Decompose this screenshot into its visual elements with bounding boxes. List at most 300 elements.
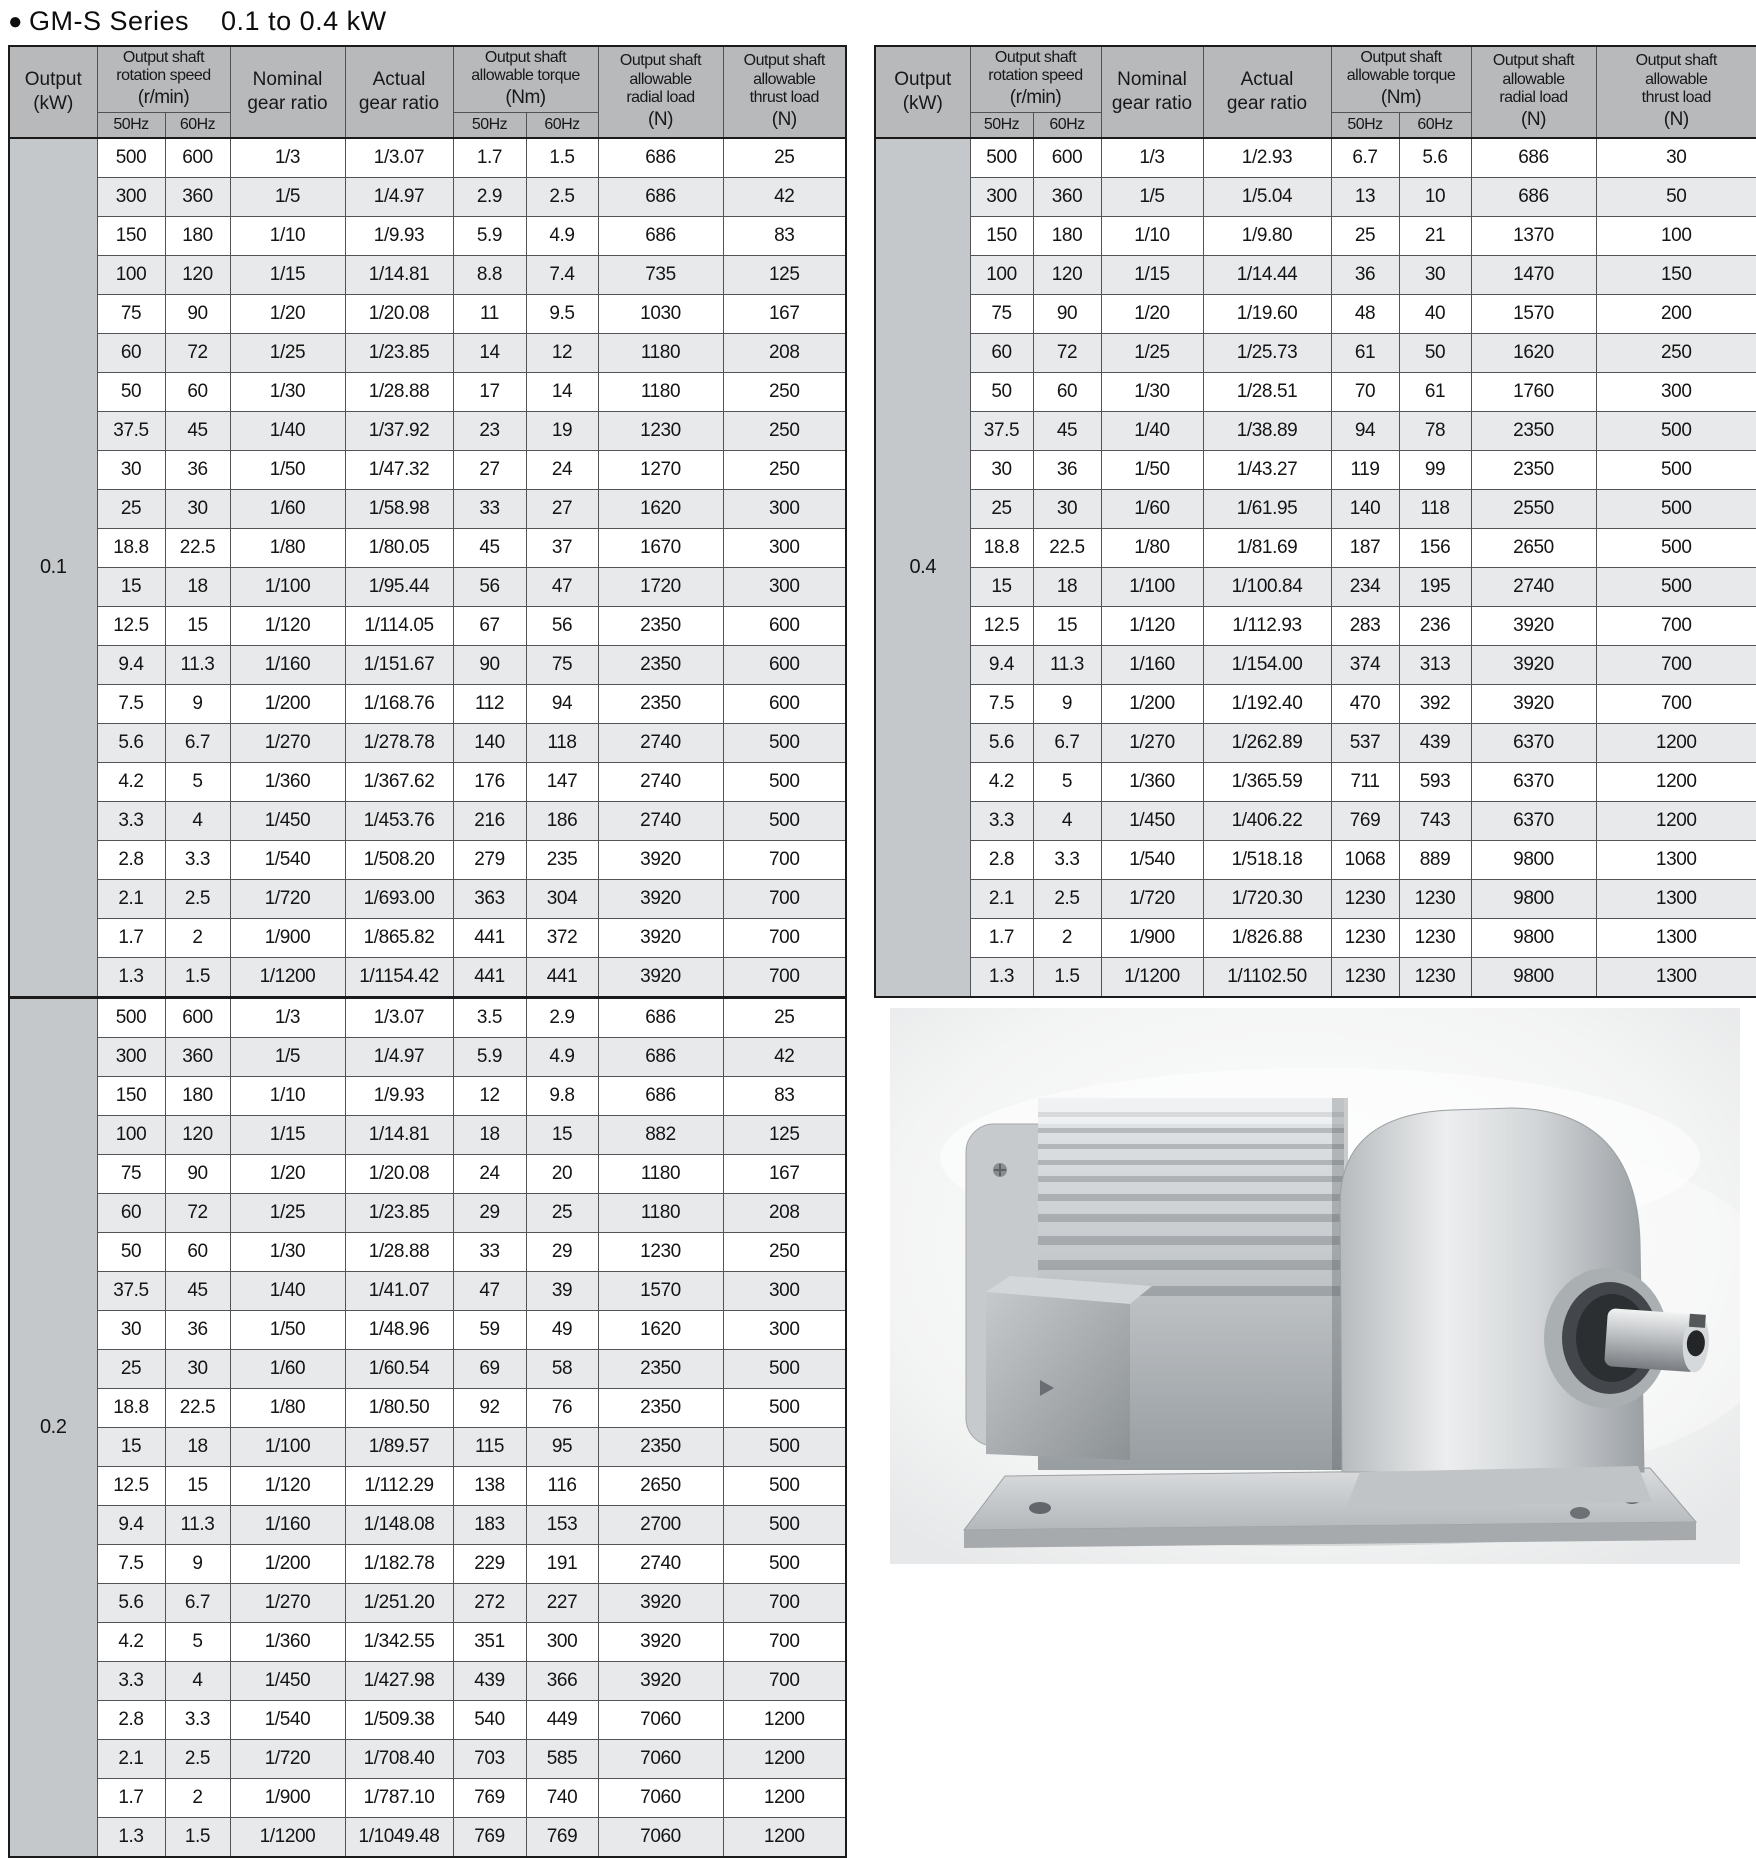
table-cell: 1/3 bbox=[1101, 138, 1203, 178]
table-cell: 392 bbox=[1399, 684, 1471, 723]
table-cell: 1/900 bbox=[230, 918, 345, 957]
table-cell: 7060 bbox=[598, 1739, 723, 1778]
table-cell: 18.8 bbox=[970, 528, 1033, 567]
table-cell: 1200 bbox=[1596, 801, 1756, 840]
spec-table-right bbox=[874, 45, 1756, 998]
table-cell: 27 bbox=[453, 450, 526, 489]
table-cell: 140 bbox=[453, 723, 526, 762]
table-cell: 1620 bbox=[598, 1310, 723, 1349]
table-cell: 1/192.40 bbox=[1203, 684, 1331, 723]
table-cell: 2650 bbox=[1471, 528, 1596, 567]
output-kw-cell: 0.1 bbox=[9, 138, 97, 998]
table-cell: 1/80.05 bbox=[345, 528, 453, 567]
table-cell: 60 bbox=[97, 333, 165, 372]
table-cell: 1/720 bbox=[1101, 879, 1203, 918]
table-cell: 600 bbox=[723, 645, 846, 684]
table-cell: 1.3 bbox=[97, 957, 165, 997]
table-cell: 1300 bbox=[1596, 918, 1756, 957]
table-cell: 156 bbox=[1399, 528, 1471, 567]
table-cell: 441 bbox=[453, 918, 526, 957]
table-cell: 500 bbox=[723, 1505, 846, 1544]
table-cell: 1/28.88 bbox=[345, 372, 453, 411]
table-cell: 1/28.88 bbox=[345, 1232, 453, 1271]
table-cell: 1/58.98 bbox=[345, 489, 453, 528]
table-row bbox=[875, 723, 1756, 762]
table-cell: 90 bbox=[165, 294, 230, 333]
table-cell: 2350 bbox=[1471, 450, 1596, 489]
table-cell: 700 bbox=[723, 918, 846, 957]
table-cell: 116 bbox=[526, 1466, 598, 1505]
table-cell: 1/1200 bbox=[230, 1817, 345, 1857]
table-cell: 11.3 bbox=[165, 1505, 230, 1544]
table-cell: 25 bbox=[97, 1349, 165, 1388]
table-cell: 313 bbox=[1399, 645, 1471, 684]
table-cell: 2.5 bbox=[165, 879, 230, 918]
table-cell: 540 bbox=[453, 1700, 526, 1739]
table-cell: 5 bbox=[165, 762, 230, 801]
table-cell: 1/19.60 bbox=[1203, 294, 1331, 333]
table-cell: 120 bbox=[165, 1115, 230, 1154]
table-cell: 1/865.82 bbox=[345, 918, 453, 957]
table-cell: 1/367.62 bbox=[345, 762, 453, 801]
table-cell: 47 bbox=[526, 567, 598, 606]
table-cell: 372 bbox=[526, 918, 598, 957]
table-cell: 36 bbox=[1331, 255, 1399, 294]
table-cell: 1/15 bbox=[230, 1115, 345, 1154]
table-cell: 1.7 bbox=[97, 1778, 165, 1817]
table-cell: 1/160 bbox=[230, 1505, 345, 1544]
table-cell: 6.7 bbox=[165, 723, 230, 762]
table-cell: 300 bbox=[723, 489, 846, 528]
table-cell: 183 bbox=[453, 1505, 526, 1544]
table-cell: 1/30 bbox=[1101, 372, 1203, 411]
table-cell: 1/450 bbox=[230, 1661, 345, 1700]
table-cell: 2550 bbox=[1471, 489, 1596, 528]
table-cell: 36 bbox=[165, 450, 230, 489]
table-row bbox=[9, 489, 846, 528]
table-cell: 2.8 bbox=[97, 840, 165, 879]
table-row bbox=[9, 411, 846, 450]
table-cell: 600 bbox=[723, 606, 846, 645]
table-row bbox=[9, 1427, 846, 1466]
table-row bbox=[9, 1388, 846, 1427]
table-cell: 1720 bbox=[598, 567, 723, 606]
table-cell: 75 bbox=[97, 294, 165, 333]
table-cell: 9.4 bbox=[97, 1505, 165, 1544]
table-cell: 4 bbox=[1033, 801, 1101, 840]
table-cell: 1068 bbox=[1331, 840, 1399, 879]
table-cell: 7060 bbox=[598, 1778, 723, 1817]
col-header-thrust-load: Output shaft allowable thrust load (N) bbox=[723, 46, 846, 138]
table-cell: 1/9.80 bbox=[1203, 216, 1331, 255]
table-cell: 272 bbox=[453, 1583, 526, 1622]
table-cell: 700 bbox=[723, 1583, 846, 1622]
table-cell: 500 bbox=[723, 723, 846, 762]
table-cell: 61 bbox=[1399, 372, 1471, 411]
table-cell: 25 bbox=[723, 997, 846, 1037]
table-cell: 1620 bbox=[598, 489, 723, 528]
section-0-4kw bbox=[875, 138, 1756, 997]
table-cell: 441 bbox=[526, 957, 598, 997]
subheader-60hz: 60Hz bbox=[1399, 112, 1471, 138]
table-cell: 2.1 bbox=[97, 879, 165, 918]
table-cell: 33 bbox=[453, 489, 526, 528]
table-cell: 1/450 bbox=[1101, 801, 1203, 840]
table-cell: 3920 bbox=[598, 879, 723, 918]
table-row bbox=[9, 1076, 846, 1115]
table-cell: 1/720 bbox=[230, 1739, 345, 1778]
table-cell: 208 bbox=[723, 1193, 846, 1232]
table-cell: 14 bbox=[526, 372, 598, 411]
table-cell: 1/120 bbox=[1101, 606, 1203, 645]
table-cell: 1/708.40 bbox=[345, 1739, 453, 1778]
table-cell: 1/900 bbox=[1101, 918, 1203, 957]
table-cell: 3920 bbox=[598, 1622, 723, 1661]
table-cell: 1/1200 bbox=[230, 957, 345, 997]
table-cell: 27 bbox=[526, 489, 598, 528]
table-cell: 686 bbox=[598, 216, 723, 255]
table-cell: 1/23.85 bbox=[345, 1193, 453, 1232]
table-cell: 1230 bbox=[1331, 918, 1399, 957]
table-cell: 439 bbox=[1399, 723, 1471, 762]
table-cell: 7.5 bbox=[97, 684, 165, 723]
table-row bbox=[875, 450, 1756, 489]
table-cell: 304 bbox=[526, 879, 598, 918]
table-cell: 1/160 bbox=[230, 645, 345, 684]
table-cell: 1/1102.50 bbox=[1203, 957, 1331, 997]
table-cell: 2.8 bbox=[970, 840, 1033, 879]
table-cell: 1.3 bbox=[970, 957, 1033, 997]
table-row bbox=[875, 567, 1756, 606]
table-cell: 2740 bbox=[598, 762, 723, 801]
table-cell: 1/9.93 bbox=[345, 216, 453, 255]
table-cell: 700 bbox=[1596, 645, 1756, 684]
table-cell: 300 bbox=[97, 1037, 165, 1076]
table-cell: 4.9 bbox=[526, 1037, 598, 1076]
table-row bbox=[9, 1037, 846, 1076]
table-cell: 1/3.07 bbox=[345, 997, 453, 1037]
table-cell: 1/80 bbox=[230, 528, 345, 567]
table-row bbox=[875, 879, 1756, 918]
table-cell: 300 bbox=[97, 177, 165, 216]
table-cell: 1.5 bbox=[165, 1817, 230, 1857]
table-cell: 439 bbox=[453, 1661, 526, 1700]
table-cell: 1/15 bbox=[230, 255, 345, 294]
table-cell: 1620 bbox=[1471, 333, 1596, 372]
table-cell: 1/50 bbox=[230, 450, 345, 489]
table-cell: 125 bbox=[723, 255, 846, 294]
table-cell: 1230 bbox=[1399, 957, 1471, 997]
table-cell: 72 bbox=[165, 1193, 230, 1232]
table-cell: 500 bbox=[723, 762, 846, 801]
table-cell: 1/10 bbox=[1101, 216, 1203, 255]
table-cell: 1/151.67 bbox=[345, 645, 453, 684]
table-cell: 500 bbox=[1596, 450, 1756, 489]
table-cell: 75 bbox=[970, 294, 1033, 333]
table-cell: 1/100.84 bbox=[1203, 567, 1331, 606]
table-row bbox=[9, 957, 846, 997]
table-cell: 3920 bbox=[598, 1583, 723, 1622]
table-cell: 740 bbox=[526, 1778, 598, 1817]
table-cell: 1/360 bbox=[230, 762, 345, 801]
table-cell: 6370 bbox=[1471, 801, 1596, 840]
table-cell: 69 bbox=[453, 1349, 526, 1388]
col-header-radial-load: Output shaft allowable radial load (N) bbox=[1471, 46, 1596, 138]
table-cell: 25 bbox=[970, 489, 1033, 528]
table-cell: 1/38.89 bbox=[1203, 411, 1331, 450]
table-cell: 150 bbox=[97, 1076, 165, 1115]
table-cell: 227 bbox=[526, 1583, 598, 1622]
table-row bbox=[9, 801, 846, 840]
table-row bbox=[9, 1583, 846, 1622]
table-row bbox=[9, 1349, 846, 1388]
table-cell: 300 bbox=[526, 1622, 598, 1661]
table-cell: 1/23.85 bbox=[345, 333, 453, 372]
table-cell: 7.5 bbox=[97, 1544, 165, 1583]
table-cell: 2 bbox=[1033, 918, 1101, 957]
table-row bbox=[9, 645, 846, 684]
table-cell: 5.6 bbox=[1399, 138, 1471, 178]
table-cell: 4 bbox=[165, 1661, 230, 1700]
table-cell: 686 bbox=[1471, 138, 1596, 178]
table-cell: 1/270 bbox=[230, 1583, 345, 1622]
table-cell: 1470 bbox=[1471, 255, 1596, 294]
table-cell: 1.7 bbox=[97, 918, 165, 957]
col-header-rotation-speed: Output shaft rotation speed (r/min) bbox=[970, 46, 1101, 112]
table-row bbox=[875, 762, 1756, 801]
table-cell: 1/518.18 bbox=[1203, 840, 1331, 879]
table-cell: 1/251.20 bbox=[345, 1583, 453, 1622]
table-cell: 3.3 bbox=[165, 1700, 230, 1739]
table-cell: 95 bbox=[526, 1427, 598, 1466]
table-row bbox=[9, 1700, 846, 1739]
table-cell: 15 bbox=[97, 1427, 165, 1466]
table-cell: 1180 bbox=[598, 333, 723, 372]
table-cell: 1/160 bbox=[1101, 645, 1203, 684]
table-cell: 30 bbox=[1399, 255, 1471, 294]
table-cell: 1/154.00 bbox=[1203, 645, 1331, 684]
table-cell: 21 bbox=[1399, 216, 1471, 255]
table-cell: 1/14.81 bbox=[345, 255, 453, 294]
table-cell: 37 bbox=[526, 528, 598, 567]
table-cell: 360 bbox=[165, 1037, 230, 1076]
table-cell: 1/20.08 bbox=[345, 1154, 453, 1193]
table-cell: 1/406.22 bbox=[1203, 801, 1331, 840]
subheader-50hz: 50Hz bbox=[97, 112, 165, 138]
table-cell: 1/80 bbox=[1101, 528, 1203, 567]
table-cell: 1760 bbox=[1471, 372, 1596, 411]
table-cell: 229 bbox=[453, 1544, 526, 1583]
table-cell: 15 bbox=[97, 567, 165, 606]
table-cell: 49 bbox=[526, 1310, 598, 1349]
table-cell: 1.5 bbox=[165, 957, 230, 997]
table-row bbox=[9, 879, 846, 918]
table-cell: 1200 bbox=[723, 1700, 846, 1739]
table-cell: 120 bbox=[165, 255, 230, 294]
table-cell: 500 bbox=[723, 1544, 846, 1583]
table-cell: 1270 bbox=[598, 450, 723, 489]
table-cell: 112 bbox=[453, 684, 526, 723]
table-cell: 15 bbox=[165, 606, 230, 645]
table-row bbox=[9, 1310, 846, 1349]
table-cell: 2740 bbox=[598, 801, 723, 840]
table-cell: 1370 bbox=[1471, 216, 1596, 255]
table-cell: 12 bbox=[453, 1076, 526, 1115]
table-cell: 2.5 bbox=[526, 177, 598, 216]
table-cell: 200 bbox=[1596, 294, 1756, 333]
table-cell: 7.4 bbox=[526, 255, 598, 294]
table-row bbox=[875, 645, 1756, 684]
table-cell: 374 bbox=[1331, 645, 1399, 684]
table-cell: 37.5 bbox=[97, 1271, 165, 1310]
table-cell: 138 bbox=[453, 1466, 526, 1505]
table-header bbox=[9, 46, 846, 138]
table-cell: 187 bbox=[1331, 528, 1399, 567]
table-cell: 61 bbox=[1331, 333, 1399, 372]
table-cell: 735 bbox=[598, 255, 723, 294]
table-row bbox=[9, 138, 846, 178]
table-cell: 70 bbox=[1331, 372, 1399, 411]
table-cell: 22.5 bbox=[1033, 528, 1101, 567]
table-cell: 1/900 bbox=[230, 1778, 345, 1817]
table-cell: 50 bbox=[97, 372, 165, 411]
table-cell: 1/1154.42 bbox=[345, 957, 453, 997]
table-cell: 33 bbox=[453, 1232, 526, 1271]
table-cell: 37.5 bbox=[97, 411, 165, 450]
table-cell: 1/20 bbox=[230, 1154, 345, 1193]
table-cell: 1230 bbox=[1331, 957, 1399, 997]
table-cell: 363 bbox=[453, 879, 526, 918]
table-row bbox=[875, 801, 1756, 840]
table-row bbox=[875, 489, 1756, 528]
table-cell: 60 bbox=[970, 333, 1033, 372]
table-cell: 700 bbox=[723, 1622, 846, 1661]
table-row bbox=[9, 216, 846, 255]
table-cell: 9 bbox=[1033, 684, 1101, 723]
table-cell: 1/25.73 bbox=[1203, 333, 1331, 372]
table-cell: 1/60.54 bbox=[345, 1349, 453, 1388]
table-cell: 1/47.32 bbox=[345, 450, 453, 489]
table-cell: 167 bbox=[723, 294, 846, 333]
table-cell: 72 bbox=[165, 333, 230, 372]
table-cell: 2.1 bbox=[97, 1739, 165, 1778]
table-cell: 1230 bbox=[1331, 879, 1399, 918]
table-cell: 3920 bbox=[598, 840, 723, 879]
table-cell: 2700 bbox=[598, 1505, 723, 1544]
table-cell: 42 bbox=[723, 1037, 846, 1076]
table-cell: 39 bbox=[526, 1271, 598, 1310]
table-cell: 94 bbox=[526, 684, 598, 723]
table-cell: 1230 bbox=[598, 411, 723, 450]
table-row bbox=[9, 723, 846, 762]
table-cell: 1/100 bbox=[230, 567, 345, 606]
table-cell: 147 bbox=[526, 762, 598, 801]
table-cell: 2350 bbox=[598, 645, 723, 684]
col-header-output: Output (kW) bbox=[875, 46, 970, 138]
table-cell: 1/693.00 bbox=[345, 879, 453, 918]
col-header-nominal-ratio: Nominal gear ratio bbox=[230, 46, 345, 138]
table-cell: 25 bbox=[723, 138, 846, 178]
table-cell: 1/28.51 bbox=[1203, 372, 1331, 411]
table-cell: 1200 bbox=[1596, 723, 1756, 762]
table-cell: 1/342.55 bbox=[345, 1622, 453, 1661]
table-cell: 18.8 bbox=[97, 1388, 165, 1427]
table-cell: 300 bbox=[723, 567, 846, 606]
table-cell: 60 bbox=[1033, 372, 1101, 411]
table-row bbox=[875, 957, 1756, 997]
table-cell: 12 bbox=[526, 333, 598, 372]
table-cell: 500 bbox=[723, 1349, 846, 1388]
table-cell: 119 bbox=[1331, 450, 1399, 489]
table-cell: 1/80.50 bbox=[345, 1388, 453, 1427]
table-cell: 3920 bbox=[598, 918, 723, 957]
table-cell: 769 bbox=[453, 1817, 526, 1857]
table-cell: 1/826.88 bbox=[1203, 918, 1331, 957]
table-cell: 1200 bbox=[1596, 762, 1756, 801]
table-cell: 60 bbox=[97, 1193, 165, 1232]
spec-table-left bbox=[8, 45, 845, 1858]
table-cell: 1/5 bbox=[230, 1037, 345, 1076]
table-cell: 1/787.10 bbox=[345, 1778, 453, 1817]
table-cell: 1/540 bbox=[230, 840, 345, 879]
table-cell: 30 bbox=[970, 450, 1033, 489]
table-row bbox=[875, 528, 1756, 567]
table-cell: 1/540 bbox=[1101, 840, 1203, 879]
col-header-radial-load: Output shaft allowable radial load (N) bbox=[598, 46, 723, 138]
table-cell: 1/182.78 bbox=[345, 1544, 453, 1583]
table-cell: 1/3 bbox=[230, 138, 345, 178]
col-header-torque: Output shaft allowable torque (Nm) bbox=[1331, 46, 1471, 112]
table-cell: 45 bbox=[1033, 411, 1101, 450]
table-cell: 9800 bbox=[1471, 879, 1596, 918]
table-cell: 180 bbox=[1033, 216, 1101, 255]
table-cell: 94 bbox=[1331, 411, 1399, 450]
table-cell: 2350 bbox=[598, 1427, 723, 1466]
table-cell: 1/200 bbox=[230, 1544, 345, 1583]
table-cell: 15 bbox=[165, 1466, 230, 1505]
table-cell: 1/10 bbox=[230, 216, 345, 255]
table-cell: 769 bbox=[526, 1817, 598, 1857]
table-cell: 15 bbox=[970, 567, 1033, 606]
table-cell: 1.5 bbox=[1033, 957, 1101, 997]
table-row bbox=[9, 1817, 846, 1857]
table-row bbox=[875, 138, 1756, 178]
table-cell: 1/3 bbox=[230, 997, 345, 1037]
table-cell: 235 bbox=[526, 840, 598, 879]
table-cell: 216 bbox=[453, 801, 526, 840]
subheader-50hz: 50Hz bbox=[970, 112, 1033, 138]
table-cell: 90 bbox=[165, 1154, 230, 1193]
table-cell: 45 bbox=[453, 528, 526, 567]
table-cell: 1/41.07 bbox=[345, 1271, 453, 1310]
table-cell: 250 bbox=[723, 411, 846, 450]
table-cell: 2.9 bbox=[526, 997, 598, 1037]
table-row bbox=[875, 606, 1756, 645]
table-cell: 5.9 bbox=[453, 1037, 526, 1076]
table-cell: 1/80 bbox=[230, 1388, 345, 1427]
table-cell: 686 bbox=[598, 1037, 723, 1076]
table-cell: 1/262.89 bbox=[1203, 723, 1331, 762]
table-row bbox=[9, 333, 846, 372]
table-cell: 500 bbox=[723, 801, 846, 840]
table-cell: 3920 bbox=[1471, 684, 1596, 723]
table-cell: 1.7 bbox=[453, 138, 526, 178]
table-cell: 279 bbox=[453, 840, 526, 879]
table-cell: 1/2.93 bbox=[1203, 138, 1331, 178]
table-cell: 12.5 bbox=[97, 606, 165, 645]
table-cell: 56 bbox=[453, 567, 526, 606]
table-cell: 76 bbox=[526, 1388, 598, 1427]
